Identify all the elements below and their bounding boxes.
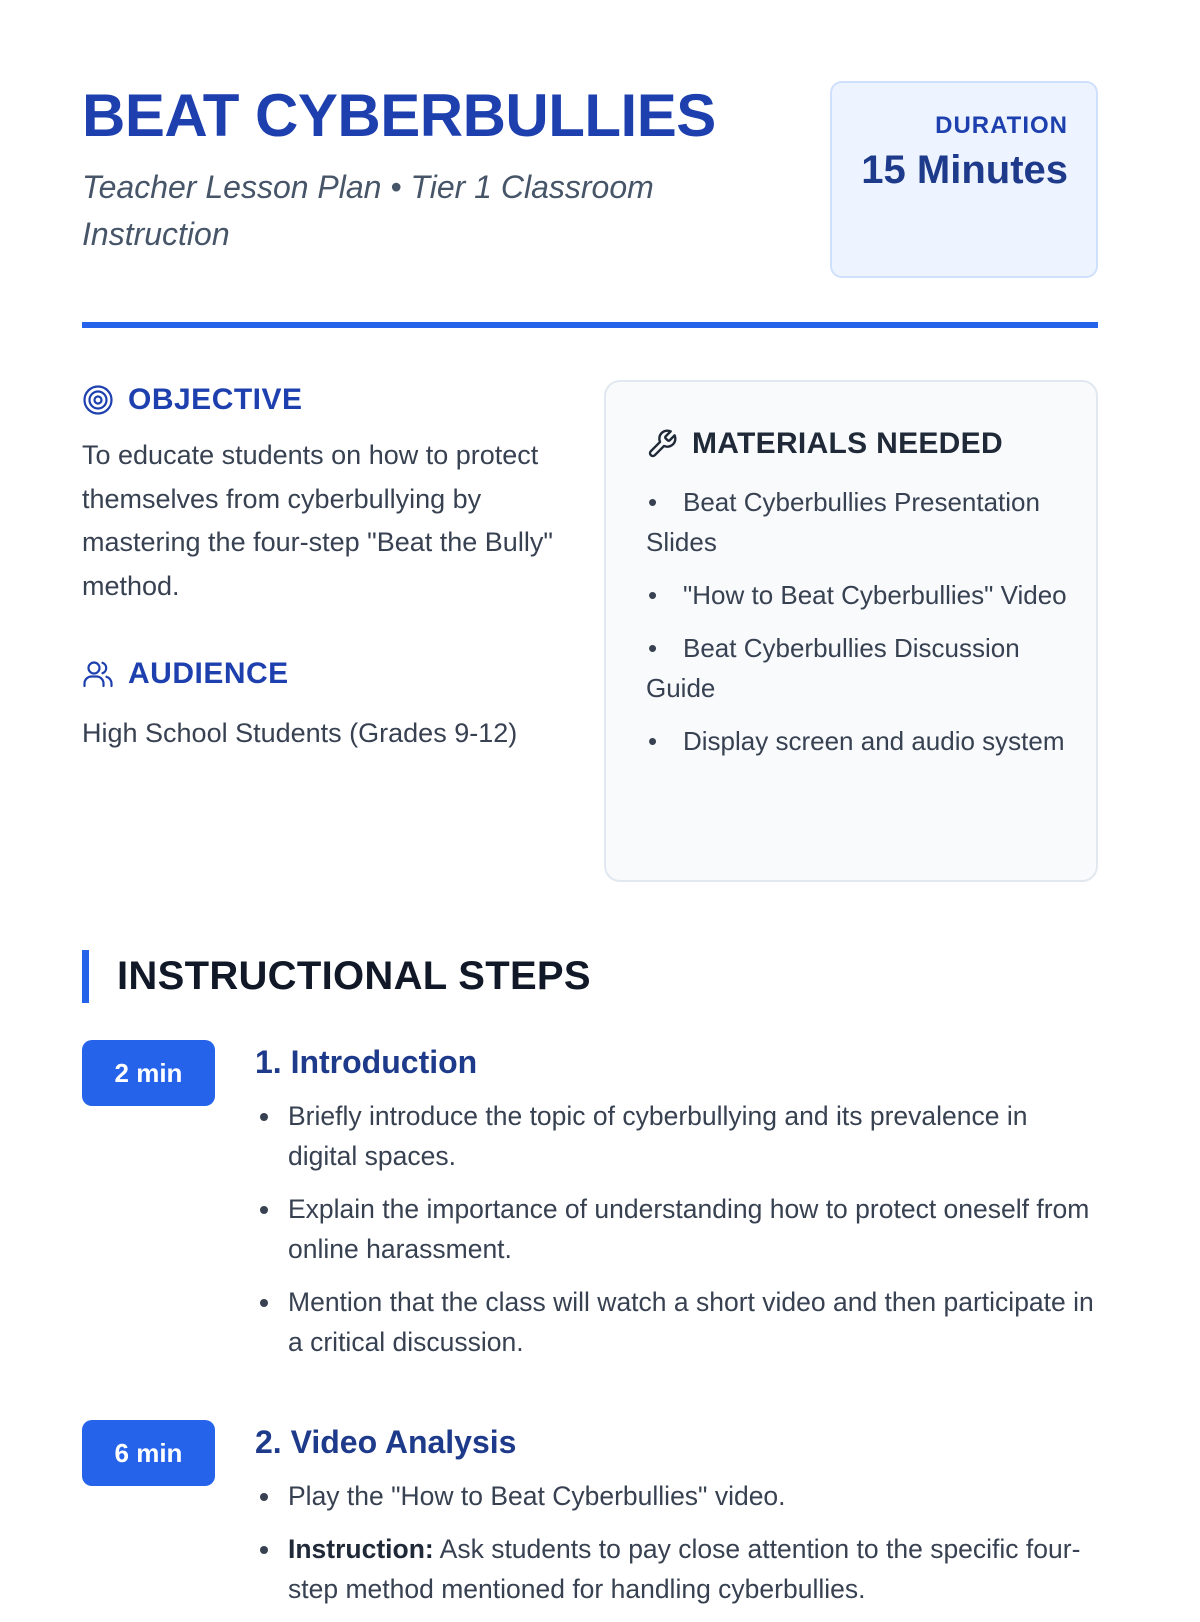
instructional-steps-heading: INSTRUCTIONAL STEPS xyxy=(82,950,591,1003)
step-title: 1. Introduction xyxy=(255,1044,478,1080)
list-item: Briefly introduce the topic of cyberbullying and its prevalence in digital spaces. xyxy=(255,1096,1098,1176)
page-subtitle: Teacher Lesson Plan • Tier 1 Classroom Instruction xyxy=(82,169,654,252)
objective-heading xyxy=(82,378,303,422)
list-item: Play the "How to Beat Cyberbullies" video. xyxy=(255,1476,1098,1516)
target-icon xyxy=(82,384,114,416)
audience-heading-label: AUDIENCE xyxy=(128,657,289,690)
instruction-text: Ask students to pay close attention to the specific four-step method mentioned for handling cyberbullies. xyxy=(288,1534,1081,1604)
duration-card xyxy=(830,81,1098,278)
objective-heading-label: OBJECTIVE xyxy=(128,383,303,416)
wrench-icon xyxy=(646,428,678,460)
list-item: • Beat Cyberbullies Discussion Guide xyxy=(646,633,1020,703)
time-badge: 2 min xyxy=(82,1040,215,1106)
users-icon xyxy=(82,658,114,690)
list-item: Mention that the class will watch a short video and then participate in a critical discussion. xyxy=(255,1282,1098,1362)
materials-heading xyxy=(646,424,1076,464)
list-item: • "How to Beat Cyberbullies" Video xyxy=(648,580,1067,610)
list-item: Explain the importance of understanding how to protect oneself from online harassment. xyxy=(255,1189,1098,1269)
step-list xyxy=(255,1096,1098,1362)
step-body xyxy=(255,1040,1098,1375)
duration-value: 15 Minutes xyxy=(861,148,1068,192)
instruction-label: Instruction: xyxy=(288,1534,434,1564)
materials-heading-label: MATERIALS NEEDED xyxy=(692,427,1003,460)
list-item: • Beat Cyberbullies Presentation Slides xyxy=(646,487,1040,557)
list-item: • Display screen and audio system xyxy=(648,726,1065,756)
header xyxy=(82,0,1098,328)
audience-text: High School Students (Grades 9-12) xyxy=(82,718,518,748)
objective-text: To educate students on how to protect themselves from cyberbullying by mastering the four-step "Beat the Bully" method. xyxy=(82,440,553,601)
page-title: BEAT CYBERBULLIES xyxy=(82,82,716,149)
step-title: 2. Video Analysis xyxy=(255,1424,517,1460)
time-badge: 6 min xyxy=(82,1420,215,1486)
materials-card xyxy=(604,380,1098,882)
step-list xyxy=(255,1476,1098,1609)
materials-list xyxy=(646,482,1076,761)
duration-label: DURATION xyxy=(935,112,1068,139)
list-item xyxy=(255,1529,1098,1609)
audience-heading xyxy=(82,652,289,696)
info-section xyxy=(82,328,1098,898)
step-body xyxy=(255,1420,1098,1622)
